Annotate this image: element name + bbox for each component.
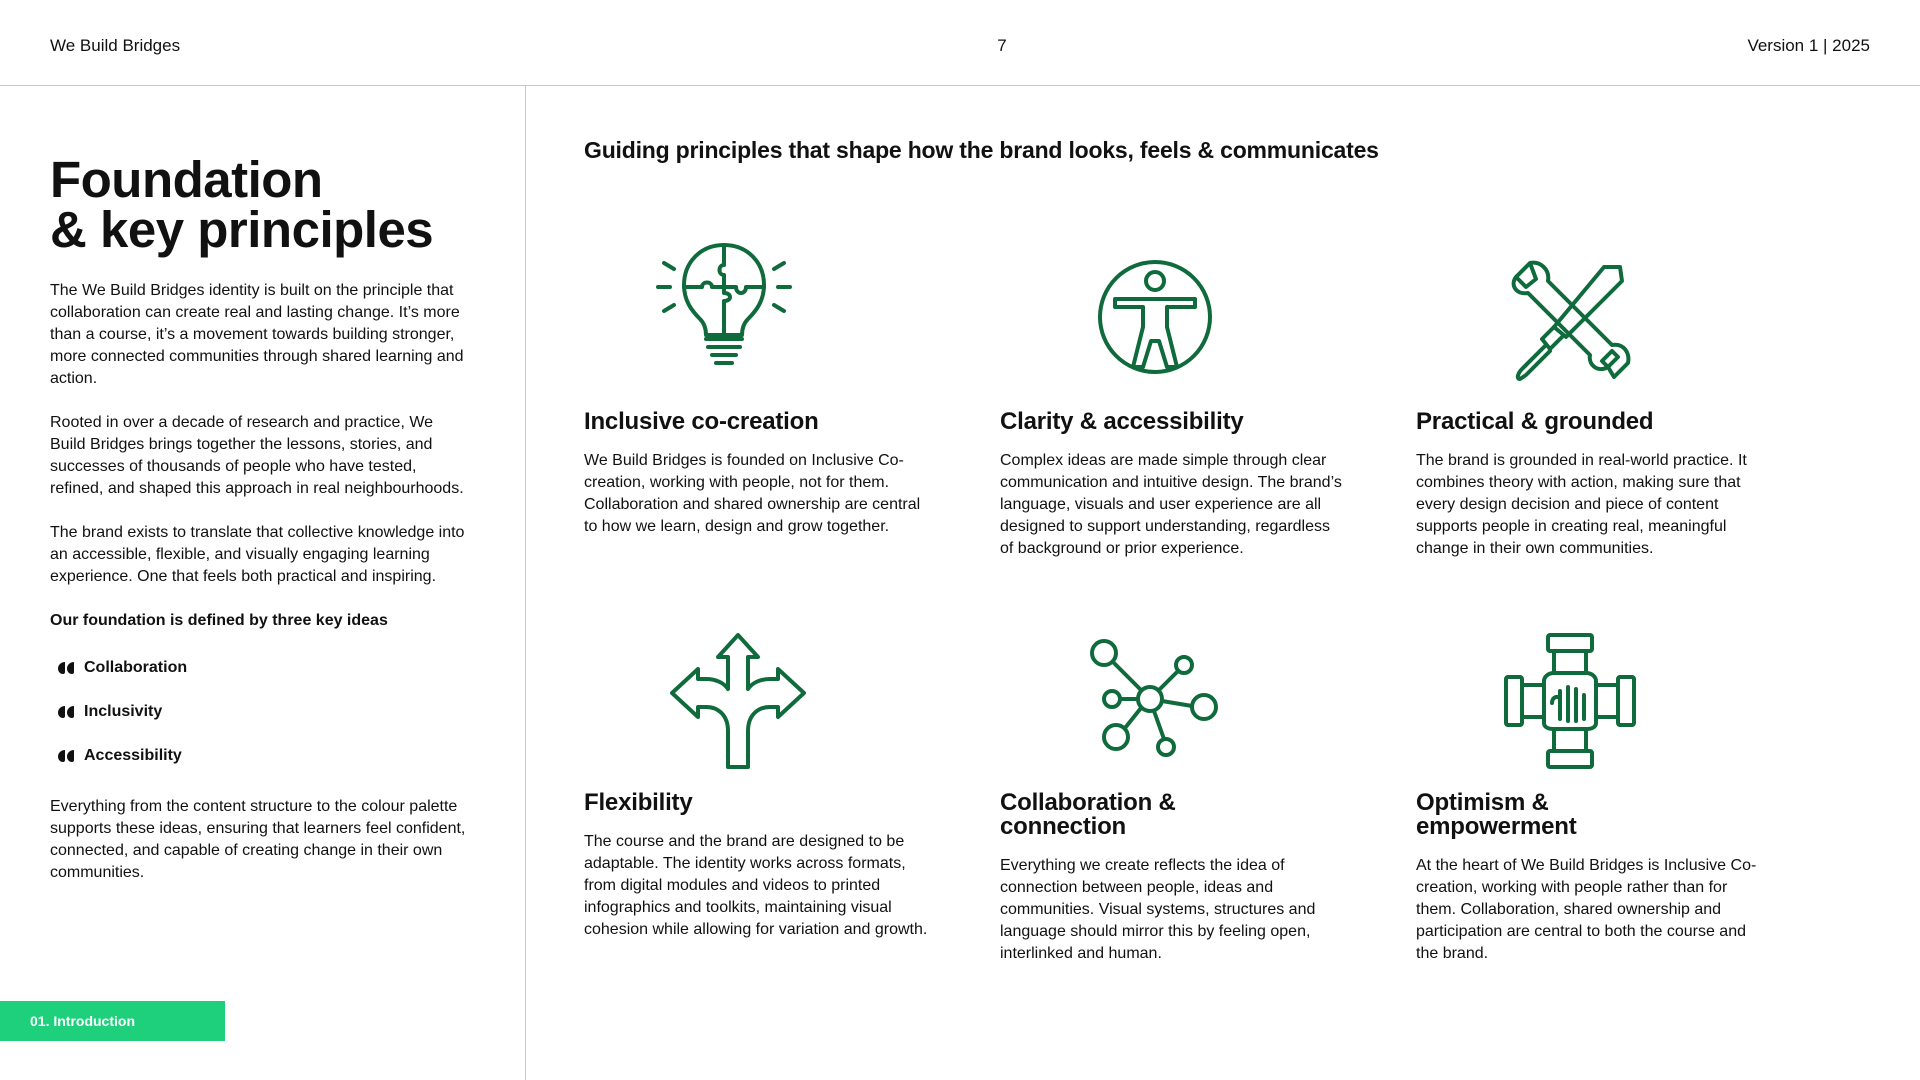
- principle-body: At the heart of We Build Bridges is Inclusive Co-creation, working with people rather than for them. Collaboration, shared ownership and participation are central to both the course and the brand.: [1416, 857, 1757, 962]
- principle-title: Inclusive co-creation: [584, 408, 819, 435]
- column-divider: [525, 86, 526, 1080]
- principle-body: The brand is grounded in real-world practice. It combines theory with action, making sure that every design decision and piece of content supports people in creating real, meaningful change in their own communities.: [1416, 452, 1747, 557]
- wrench-screwdriver-icon: [1508, 257, 1632, 386]
- network-nodes-icon: [1088, 639, 1218, 764]
- principle-card-collaboration-connection: [1000, 791, 1345, 965]
- brand-name: We Build Bridges: [50, 36, 181, 55]
- intro-paragraph-2: Rooted in over a decade of research and practice, We Build Bridges brings together the lessons, stories, and successes of thousands of people who have tested, refined, and shaped this approach in real neighbourhoods.: [50, 414, 464, 497]
- key-idea-label: Collaboration: [84, 659, 188, 676]
- principle-title-line-1: Optimism &: [1416, 789, 1549, 816]
- principle-card-clarity-accessibility: [1000, 410, 1345, 560]
- key-ideas-list: [50, 646, 470, 778]
- page-title: [50, 151, 470, 258]
- ideas-lead: Our foundation is defined by three key ideas: [50, 612, 388, 629]
- principle-title: Flexibility: [584, 789, 693, 816]
- principle-body: Everything we create reflects the idea of connection between people, ideas and communities. Visual systems, structures and language should mirror this by feeling open, interlinked and human.: [1000, 857, 1316, 962]
- page-number: 7: [997, 36, 1007, 55]
- principle-card-flexibility: [584, 791, 929, 941]
- lightbulb-puzzle-icon: [654, 235, 794, 380]
- principle-title: [1000, 791, 1345, 839]
- key-idea-label: Accessibility: [84, 747, 182, 764]
- principle-title-line-1: Collaboration &: [1000, 789, 1176, 816]
- key-idea-item: [50, 690, 470, 734]
- principle-body: We Build Bridges is founded on Inclusive Co-creation, working with people, not for them. Collaboration and shared ownership are central to how we learn, design and grow together.: [584, 452, 921, 535]
- quote-mark-icon: [58, 661, 84, 675]
- quote-mark-icon: [58, 749, 84, 763]
- principle-title: Clarity & accessibility: [1000, 408, 1244, 435]
- stacked-hands-icon: [1504, 633, 1636, 774]
- principle-title-line-2: empowerment: [1416, 813, 1577, 840]
- principle-title: Practical & grounded: [1416, 408, 1654, 435]
- principles-heading: Guiding principles that shape how the brand looks, feels & communicates: [584, 137, 1379, 163]
- principle-card-optimism-empowerment: [1416, 791, 1761, 965]
- three-way-arrows-icon: [670, 633, 806, 774]
- version-label: Version 1 | 2025: [1747, 36, 1870, 55]
- key-idea-item: [50, 646, 470, 690]
- principle-card-practical-grounded: [1416, 410, 1761, 560]
- key-idea-label: Inclusivity: [84, 703, 163, 720]
- intro-paragraph-1: The We Build Bridges identity is built on the principle that collaboration can create real and lasting change. It’s more than a course, it’s a movement towards building stronger, more connected communities through shared learning and action.: [50, 282, 464, 387]
- principle-body: The course and the brand are designed to be adaptable. The identity works across formats, from digital modules and videos to printed infographics and toolkits, maintaining visual cohesion while allowing for variation and growth.: [584, 833, 928, 938]
- principle-title: [1416, 791, 1761, 839]
- page-header: [0, 0, 1920, 86]
- quote-mark-icon: [58, 705, 84, 719]
- principle-card-inclusive-co-creation: [584, 410, 929, 538]
- page-title-line-1: Foundation: [50, 151, 323, 208]
- page-title-line-2: & key principles: [50, 201, 434, 258]
- closing-paragraph: Everything from the content structure to the colour palette supports these ideas, ensuring that learners feel confident, connected, and capable of creating change in their own communities.: [50, 798, 466, 881]
- accessibility-person-icon: [1097, 259, 1213, 380]
- key-idea-item: [50, 734, 470, 778]
- intro-paragraph-3: The brand exists to translate that collective knowledge into an accessible, flexible, and visually engaging learning experience. One that feels both practical and inspiring.: [50, 524, 465, 585]
- chapter-tab[interactable]: 01. Introduction: [0, 1001, 225, 1041]
- principle-body: Complex ideas are made simple through clear communication and intuitive design. The brand’s language, visuals and user experience are all designed to support understanding, regardless of background or prior experience.: [1000, 452, 1342, 557]
- intro-column: [50, 151, 470, 906]
- principle-title-line-2: connection: [1000, 813, 1127, 840]
